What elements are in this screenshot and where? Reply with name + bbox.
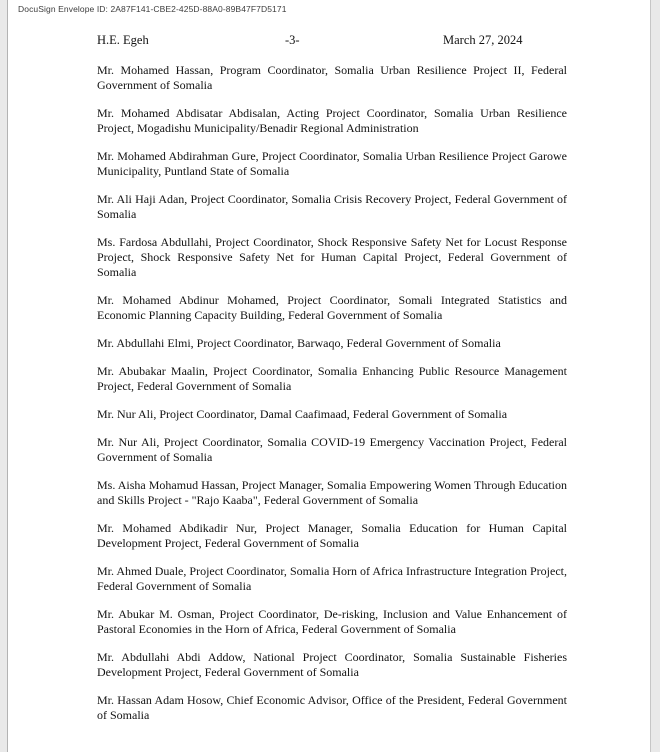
attendee-paragraph: Mr. Ali Haji Adan, Project Coordinator, Somalia Crisis Recovery Project, Federal Government of Somalia	[97, 192, 567, 221]
attendee-paragraph: Mr. Abubakar Maalin, Project Coordinator, Somalia Enhancing Public Resource Management Project, Federal Government of Somalia	[97, 364, 567, 393]
attendee-paragraph: Ms. Aisha Mohamud Hassan, Project Manager, Somalia Empowering Women Through Education and Skills Project - "Rajo Kaaba", Federal Government of Somalia	[97, 478, 567, 507]
page-header	[97, 33, 577, 49]
attendee-paragraph: Mr. Ahmed Duale, Project Coordinator, Somalia Horn of Africa Infrastructure Integration Project, Federal Government of Somalia	[97, 564, 567, 593]
attendee-paragraph: Mr. Abdullahi Elmi, Project Coordinator, Barwaqo, Federal Government of Somalia	[97, 336, 501, 350]
attendee-paragraph: Mr. Abukar M. Osman, Project Coordinator, De-risking, Inclusion and Value Enhancement of Pastoral Economies in the Horn of Africa, Federal Government of Somalia	[97, 607, 567, 636]
attendee-paragraph: Mr. Abdullahi Abdi Addow, National Project Coordinator, Somalia Sustainable Fisheries Development Project, Federal Government of Somalia	[97, 650, 567, 679]
attendee-paragraph: Mr. Nur Ali, Project Coordinator, Somalia COVID-19 Emergency Vaccination Project, Federal Government of Somalia	[97, 435, 567, 464]
attendee-paragraph: Mr. Hassan Adam Hosow, Chief Economic Advisor, Office of the President, Federal Government of Somalia	[97, 693, 567, 722]
attendee-paragraph: Mr. Mohamed Abdisatar Abdisalan, Acting Project Coordinator, Somalia Urban Resilience Project, Mogadishu Municipality/Benadir Regional Administration	[97, 106, 567, 135]
attendee-paragraph: Mr. Mohamed Abdirahman Gure, Project Coordinator, Somalia Urban Resilience Project Garowe Municipality, Puntland State of Somalia	[97, 149, 567, 178]
attendee-list	[97, 63, 567, 723]
page-right-edge	[650, 0, 660, 752]
attendee-paragraph: Mr. Mohamed Hassan, Program Coordinator, Somalia Urban Resilience Project II, Federal Government of Somalia	[97, 63, 567, 92]
header-date: March 27, 2024	[443, 33, 523, 47]
header-addressee: H.E. Egeh	[97, 33, 149, 47]
attendee-paragraph: Mr. Mohamed Abdinur Mohamed, Project Coordinator, Somali Integrated Statistics and Economic Planning Capacity Building, Federal Government of Somalia	[97, 293, 567, 322]
attendee-paragraph: Ms. Fardosa Abdullahi, Project Coordinator, Shock Responsive Safety Net for Locust Response Project, Shock Responsive Safety Net for Human Capital Project, Federal Government of Somalia	[97, 235, 567, 279]
attendee-paragraph: Mr. Mohamed Abdikadir Nur, Project Manager, Somalia Education for Human Capital Development Project, Federal Government of Somalia	[97, 521, 567, 550]
attendee-paragraph: Mr. Nur Ali, Project Coordinator, Damal Caafimaad, Federal Government of Somalia	[97, 407, 508, 421]
page-left-edge	[0, 0, 8, 752]
docusign-envelope-id: DocuSign Envelope ID: 2A87F141-CBE2-425D-88A0-89B47F7D5171	[18, 4, 287, 14]
header-page-number: -3-	[285, 33, 300, 47]
